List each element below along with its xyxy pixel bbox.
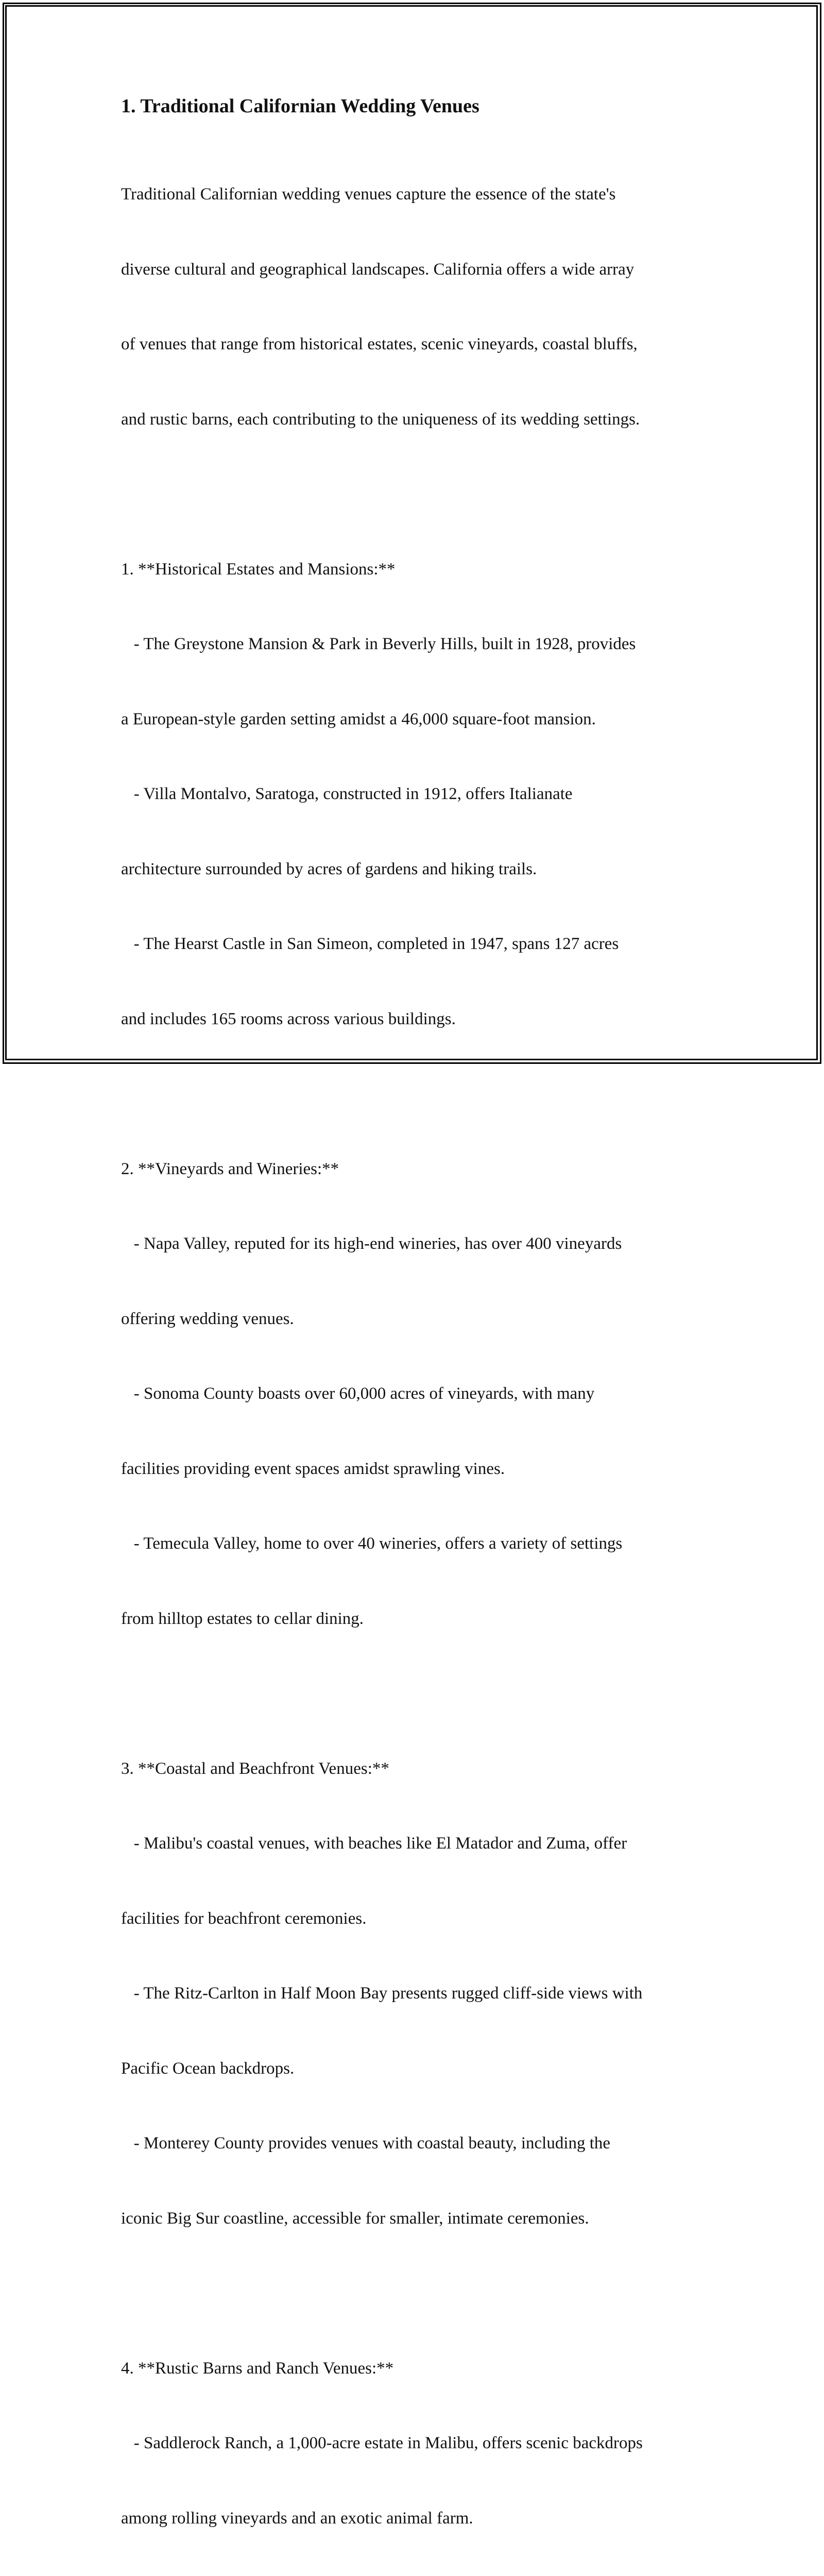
- text-line: - Villa Montalvo, Saratoga, constructed in 1912, offers Italianate: [121, 785, 573, 803]
- blank-line: [121, 482, 718, 507]
- body-text: [121, 132, 718, 2576]
- section-heading: 1. Traditional Californian Wedding Venues: [121, 95, 479, 117]
- text-line: from hilltop estates to cellar dining.: [121, 1609, 364, 1628]
- text-line: among rolling vineyards and an exotic animal farm.: [121, 2509, 473, 2528]
- text-line: - The Ritz-Carlton in Half Moon Bay presents rugged cliff-side views with: [121, 1984, 643, 2003]
- list-heading: 3. **Coastal and Beachfront Venues:**: [121, 1759, 389, 1778]
- blank-line: [121, 2281, 718, 2306]
- text-line: architecture surrounded by acres of gardens and hiking trails.: [121, 859, 537, 878]
- text-line: - Malibu's coastal venues, with beaches like El Matador and Zuma, offer: [121, 1834, 627, 1853]
- text-line: - Sonoma County boasts over 60,000 acres of vineyards, with many: [121, 1384, 595, 1403]
- text-line: offering wedding venues.: [121, 1309, 294, 1328]
- text-line: iconic Big Sur coastline, accessible for smaller, intimate ceremonies.: [121, 2209, 589, 2228]
- document-content: [121, 94, 718, 2576]
- list-heading: 4. **Rustic Barns and Ranch Venues:**: [121, 2359, 394, 2378]
- text-line: diverse cultural and geographical landscapes. California offers a wide array: [121, 260, 634, 279]
- text-line: facilities providing event spaces amidst sprawling vines.: [121, 1459, 505, 1478]
- blank-line: [121, 1681, 718, 1706]
- text-line: - Saddlerock Ranch, a 1,000-acre estate in Malibu, offers scenic backdrops: [121, 2434, 643, 2452]
- text-line: a European-style garden setting amidst a 46,000 square-foot mansion.: [121, 709, 596, 728]
- text-line: - Temecula Valley, home to over 40 wineries, offers a variety of settings: [121, 1534, 623, 1553]
- text-line: - The Hearst Castle in San Simeon, completed in 1947, spans 127 acres: [121, 935, 619, 953]
- blank-line: [121, 1081, 718, 1107]
- text-line: facilities for beachfront ceremonies.: [121, 1909, 367, 1928]
- text-line: - Napa Valley, reputed for its high-end wineries, has over 400 vineyards: [121, 1234, 622, 1253]
- list-heading: 2. **Vineyards and Wineries:**: [121, 1159, 339, 1178]
- text-line: and rustic barns, each contributing to the uniqueness of its wedding settings.: [121, 410, 640, 429]
- text-line: Traditional Californian wedding venues capture the essence of the state's: [121, 185, 616, 204]
- list-heading: 1. **Historical Estates and Mansions:**: [121, 560, 396, 579]
- text-line: and includes 165 rooms across various buildings.: [121, 1009, 456, 1028]
- text-line: Pacific Ocean backdrops.: [121, 2059, 295, 2078]
- text-line: - The Greystone Mansion & Park in Beverly Hills, built in 1928, provides: [121, 635, 636, 653]
- text-line: of venues that range from historical estates, scenic vineyards, coastal bluffs,: [121, 335, 638, 353]
- text-line: - Monterey County provides venues with coastal beauty, including the: [121, 2134, 611, 2153]
